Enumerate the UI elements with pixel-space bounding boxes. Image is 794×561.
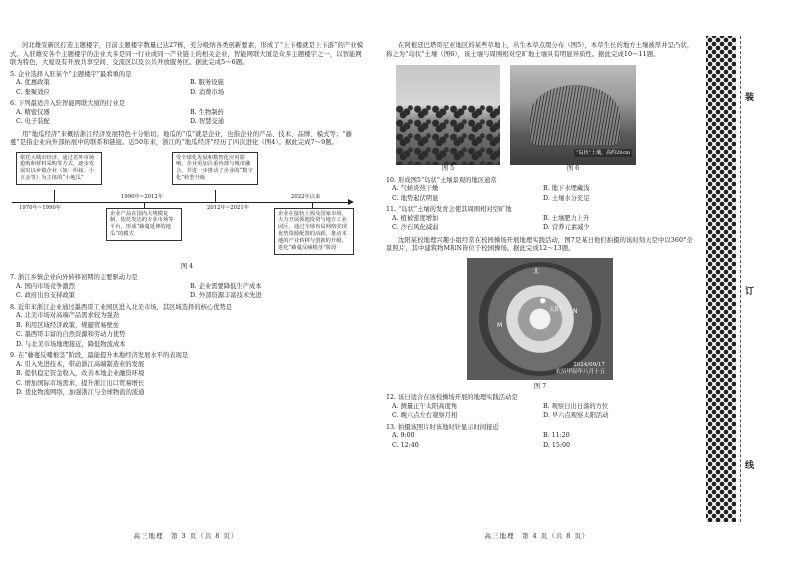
timeline-era-2: 1990年~2012年 (121, 193, 163, 200)
timeline-era-4: 2022年以来 (291, 193, 321, 200)
option: A. 气候炎热干燥 (392, 185, 439, 192)
question-13-options (386, 432, 694, 450)
page-3 (0, 0, 372, 561)
option: D. 消费市场 (190, 88, 225, 96)
timeline-tick (54, 190, 55, 202)
option: D. 15:00 (543, 441, 570, 449)
intro-7-9: 用“地瓜经济”来概括浙江经济发展特色十分贴切。地瓜的“瓜”就是企业，也指企业的产品、技术、品牌、模式等；“藤蔓”是指企业向外部拓展中的联系和链接。近50年来，浙江的“地瓜经济”经历了四次进化（图4）。据此完成7～9题。 (10, 130, 353, 146)
question-9-options (10, 361, 364, 398)
option: B. 地下水埋藏浅 (543, 185, 590, 192)
question-9: 9. 在“藤蔓反哺根茎”阶段，最能提升本地经济发展水平的表现是 (10, 352, 189, 359)
fisheye-m-label: M (497, 321, 503, 329)
option: D. 与北美市场地理接近，降低物流成本 (16, 340, 126, 348)
question-10: 10. 形成图5“岛状”土壤景观的地区通常 (386, 176, 497, 184)
figures-5-6 (396, 65, 694, 165)
figure-4-timeline (10, 152, 364, 260)
question-8: 8. 近年来浙江企业通过墨西哥工业园区进入北美市场，其区域选择的核心优势是 (10, 303, 233, 311)
question-7-options (10, 283, 364, 301)
figure-5-caption: 图 5 (441, 165, 455, 172)
option: A. 北美市场对高端产品需求较为强劲 (16, 312, 120, 319)
option: A. 国内市场竞争激烈 (16, 282, 75, 290)
option: D. 土壤水分充足 (543, 194, 590, 202)
question-11-options (386, 215, 694, 233)
option: B. 11:20 (543, 432, 570, 439)
question-10-options (386, 185, 694, 203)
option: A. 植被密度增加 (392, 214, 439, 222)
option: C. 电子装配 (16, 118, 50, 125)
page-footer: 高三地理 第 3 页（共 8 页） (133, 532, 239, 541)
option: B. 观察日出日落的方位 (543, 402, 609, 410)
option: B. 生物制药 (190, 108, 224, 116)
intro-12-13: 沈阳某校地理兴趣小组经常在校园操场开展地理实践活动，图7是某日他们拍摄的该时刻天空中以360°全景照片，其中建筑物M和N皆位于校园操场。据此完成12～13题。 (386, 236, 693, 252)
option: B. 提供稳定资金收入，改善本地企业融资环境 (16, 370, 145, 377)
option: C. 沙石风化减弱 (392, 224, 439, 231)
timeline-axis (12, 202, 350, 203)
question-8-options (10, 312, 364, 349)
option: C. 集聚效应 (16, 88, 50, 96)
timeline-tick (312, 202, 313, 208)
figure-7-caption: 图 7 (533, 382, 547, 390)
question-7: 7. 浙江乡镇企业向外转移初期的主要驱动力是 (10, 274, 138, 281)
option: A. 测量正午太阳高度角 (392, 402, 458, 410)
option: D. 智慧交通 (190, 118, 225, 125)
photo-label: “岛状”土壤，高约20cm (575, 149, 630, 156)
sun-icon: ✹ (539, 296, 547, 307)
option: D. 优化物流网络，加强浙江与全球物流的流通 (16, 389, 145, 396)
figure-7-photo (467, 258, 613, 380)
option: C. 增加国际市场需求，提升浙江出口贸易增长 (16, 379, 145, 387)
option: B. 企业需要降低生产成本 (190, 282, 262, 290)
figure-6-caption: 图 6 (566, 165, 580, 172)
option: B. 土壤肥力上升 (543, 214, 590, 222)
option: B. 服务设施 (190, 79, 224, 86)
question-12-options (386, 403, 694, 421)
question-12: 12. 该日适合在该校操场开展的地理实践活动是 (386, 394, 518, 401)
option: C. 墨西哥丰富的自然资源和劳动力优势 (16, 331, 126, 338)
option: D. 早六点观察太阳活动 (543, 412, 609, 419)
photo-date: 2024/09/17 农历甲辰年八月十五 (555, 361, 605, 375)
figure-captions (396, 165, 694, 174)
option: B. 利用区域经济政策，规避贸易壁垒 (16, 321, 120, 329)
figure-5-photo (396, 65, 500, 165)
binding-char-ding: 订 (745, 287, 755, 297)
fisheye-n-label: N (573, 307, 578, 315)
option: A. 9:00 (392, 432, 415, 439)
option: C. 地势起伏明显 (392, 194, 439, 202)
timeline-box-5: 企业产品在国内大规模复制，依托发达的专业市场等平台，形成“藤蔓延伸的地瓜”的模式 (106, 208, 182, 242)
question-6: 6. 下列最适合入驻智能网联大厦的行业是 (10, 100, 126, 107)
binding-pattern (706, 36, 736, 522)
figure-6-photo (510, 65, 636, 165)
option: A. 精密仪器 (16, 108, 50, 116)
binding-char-xian: 线 (745, 461, 755, 471)
question-11: 11. “岛状”土壤的发育会使其周围相对空旷地 (386, 206, 512, 213)
option: A. 优惠政策 (16, 79, 50, 86)
option: C. 政府出台支持政策 (16, 292, 75, 299)
fisheye-sun-label: 太阳 (549, 305, 562, 313)
timeline-arrow-icon (348, 199, 354, 205)
option: D. 外部资源丰富技术先进 (190, 292, 262, 299)
timeline-tick (215, 190, 216, 202)
timeline-era-1: 1970年~1990年 (19, 204, 61, 211)
option: C. 晚六点左右观察月相 (392, 412, 458, 419)
binding-dashed-line (740, 36, 741, 522)
option: C. 12:40 (392, 441, 419, 449)
page-footer: 高三地理 第 4 页（共 8 页） (484, 532, 590, 541)
question-13: 13. 拍摄该照片时该地时针显示时间接近 (386, 423, 499, 431)
timeline-box-3: 受全球化发展和数智化应用影响，企业更加注重内部与城市融合，并进一步推动了企业的“数字化”转型升级 (172, 152, 258, 186)
timeline-era-3: 2012年~2021年 (207, 204, 249, 211)
binding-char-zhuang: 装 (745, 93, 755, 103)
intro-5-6: 河北雄安新区打造主题楼宇，目前主题楼宇数量已达27栋，充分吸纳各类创新要素，形成了“上下楼就是上下游”的产业模式。入驻雄安各个主题楼宇的企业大多是同一行业或同一产业链上的相关企业，智能网联大厦是众多主题楼宇之一，以智能网联为特色，大厦设有开放共享空间、交流区以及公共开放服务区。据此完成5～6题。 (10, 42, 364, 66)
timeline-box-6: 企业在接轨上海及国家市场、大力开展领地投资与地方工业园区，通过全球布局网络实现优势资源配置的活跃，推动本地的产业转移与创新的升级，进化“藤蔓反哺根茎”阶段 (274, 208, 354, 255)
figure-4-caption: 图 4 (180, 262, 194, 270)
question-6-options (10, 109, 364, 127)
question-5-options (10, 79, 364, 97)
intro-10-11: 在阿根廷巴塔哥尼亚地区的某些草地上，丛生本草点缀分布（图5），本草生长的地方土壤被厚并呈凸状，称之为“岛状”土壤（图6），该土壤与周围相对空旷地土壤具有明显异质性。据此完成10～11题。 (386, 42, 694, 58)
fisheye-north-label: 北 (533, 267, 540, 275)
fisheye-sky (479, 262, 601, 376)
page-4 (372, 0, 702, 561)
timeline-box-1: 依托大城市经济，通过省外市场抢购和材料采购等方式，逐步发展出以乡镇企业（如：织袜、小五金等）为主体的“小地瓜” (16, 152, 102, 186)
timeline-tick (144, 202, 145, 208)
option: A. 引入先进技术，带动浙江高端制造业的发展 (16, 360, 145, 368)
option: D. 营养元素减少 (543, 224, 590, 231)
question-5: 5. 企业选择入驻某个“主题楼宇”最看重的是 (10, 70, 132, 78)
